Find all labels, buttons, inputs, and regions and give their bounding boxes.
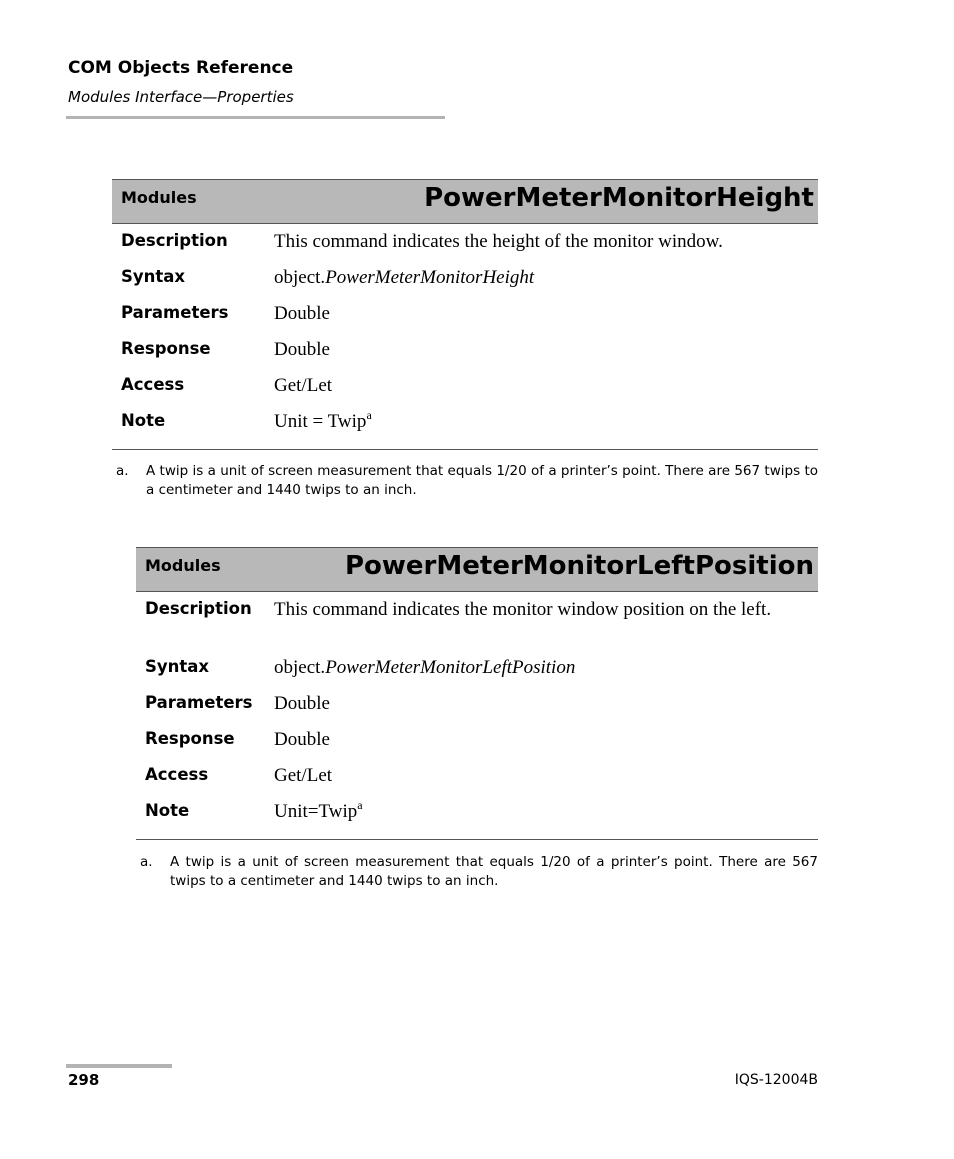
- row-label: Access: [145, 765, 209, 784]
- row-label: Description: [145, 599, 252, 618]
- row-value: Double: [274, 303, 330, 324]
- table-header: [112, 179, 818, 224]
- row-label: Note: [121, 411, 166, 430]
- table-row: [136, 690, 818, 726]
- row-label: Syntax: [121, 267, 186, 286]
- row-value: Get/Let: [274, 375, 333, 396]
- table-row: [112, 336, 818, 372]
- property-rows: [112, 224, 818, 450]
- table-row: [112, 372, 818, 408]
- footnote: [116, 462, 818, 500]
- row-label: Description: [121, 231, 228, 250]
- syntax-command: PowerMeterMonitorLeftPosition: [325, 657, 576, 678]
- footnote-text: A twip is a unit of screen measurement that equals 1/20 of a printer’s point. There are 567 twips to a centimeter and 1440 twips to an inch.: [146, 463, 818, 498]
- note-text: Unit = Twip: [274, 411, 367, 432]
- page-number: 298: [68, 1071, 100, 1089]
- row-value: This command indicates the height of the monitor window.: [274, 231, 723, 252]
- syntax-prefix: object.: [274, 267, 326, 288]
- table-row: [112, 408, 818, 444]
- syntax-prefix: object.: [274, 657, 326, 678]
- footnote-ref: a: [357, 798, 363, 812]
- table-row: [136, 596, 818, 654]
- row-value: Double: [274, 339, 330, 360]
- table-row: [112, 228, 818, 264]
- command-name: PowerMeterMonitorLeftPosition: [344, 551, 814, 581]
- row-value: This command indicates the monitor window position on the left.: [274, 599, 772, 620]
- footnote-mark: a.: [116, 463, 129, 479]
- table-row: [136, 762, 818, 798]
- syntax-command: PowerMeterMonitorHeight: [325, 267, 535, 288]
- footnote-mark: a.: [140, 854, 153, 870]
- row-label: Access: [121, 375, 185, 394]
- table-row: [136, 654, 818, 690]
- document-id: IQS-12004B: [734, 1072, 818, 1088]
- row-value: [274, 408, 372, 433]
- row-value: [274, 798, 363, 823]
- row-label: Response: [121, 339, 211, 358]
- row-value: Double: [274, 729, 330, 750]
- module-label: Modules: [145, 556, 221, 575]
- section-title: COM Objects Reference: [68, 58, 294, 78]
- header-divider: [66, 116, 445, 119]
- row-label: Response: [145, 729, 235, 748]
- note-text: Unit=Twip: [274, 801, 358, 822]
- row-value: [274, 264, 534, 289]
- footer-divider: [66, 1064, 172, 1068]
- property-rows: [136, 592, 818, 840]
- table-header: [136, 547, 818, 592]
- table-row: [112, 300, 818, 336]
- row-label: Note: [145, 801, 190, 820]
- row-value: Double: [274, 693, 330, 714]
- footnote-ref: a: [366, 408, 372, 422]
- row-label: Parameters: [121, 303, 229, 322]
- table-row: [112, 264, 818, 300]
- footnote-text: A twip is a unit of screen measurement that equals 1/20 of a printer’s point. There are 567 twips to a centimeter and 1440 twips to an inch.: [170, 854, 818, 889]
- command-name: PowerMeterMonitorHeight: [424, 183, 814, 213]
- row-value: Get/Let: [274, 765, 333, 786]
- table-row: [136, 798, 818, 834]
- row-value: [274, 654, 575, 679]
- row-label: Syntax: [145, 657, 210, 676]
- footnote: [140, 853, 818, 891]
- module-label: Modules: [121, 188, 197, 207]
- row-label: Parameters: [145, 693, 253, 712]
- property-table-height: [112, 179, 818, 450]
- table-row: [136, 726, 818, 762]
- property-table-left-position: [136, 547, 818, 840]
- section-subtitle: Modules Interface—Properties: [68, 88, 294, 106]
